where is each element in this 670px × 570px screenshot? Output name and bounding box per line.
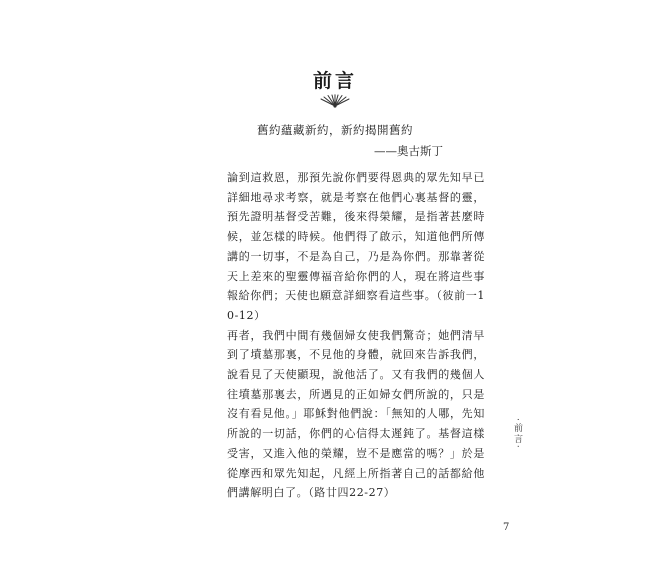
page-number: 7 xyxy=(503,522,510,533)
side-label: ‧前言‧ xyxy=(512,418,522,450)
paragraph: 再者，我們中間有幾個婦女使我們驚奇；她們清早到了墳墓那裏，不見他的身體，就回來告訴我們，說看見了天使顯現，說他活了。又有我們的幾個人往墳墓那裏去，所遇見的正如婦女們所說的，只是沒有看見他。」耶穌對他們說：「無知的人哪，先知所說的一切話，你們的心信得太遲鈍了。基督這樣受害，又進入他的榮耀，豈不是應當的嗎？」於是從摩西和眾先知起，凡經上所指著自己的話都給他們講解明白了。（路廿四22-27） xyxy=(227,328,485,500)
fan-ornament-icon xyxy=(318,94,352,108)
epigraph: 舊約蘊藏新約，新約揭開舊約 xyxy=(257,123,413,137)
paragraph: 論到這救恩，那預先說你們要得恩典的眾先知早已詳細地尋求考察，就是考察在他們心裏基督的靈，預先證明基督受苦難，後來得榮耀，是指著甚麼時候，並怎樣的時候。他們得了啟示，知道他們所傳講的一切事，不是為自己，乃是為你們。那靠著從天上差來的聖靈傳福音給你們的人，現在將這些事報給你們；天使也願意詳細察看這些事。（彼前一10-12） xyxy=(227,171,485,322)
page-title: 前言 xyxy=(312,70,357,92)
epigraph-attribution: ——奧古斯丁 xyxy=(374,144,443,158)
body-text xyxy=(227,168,485,503)
